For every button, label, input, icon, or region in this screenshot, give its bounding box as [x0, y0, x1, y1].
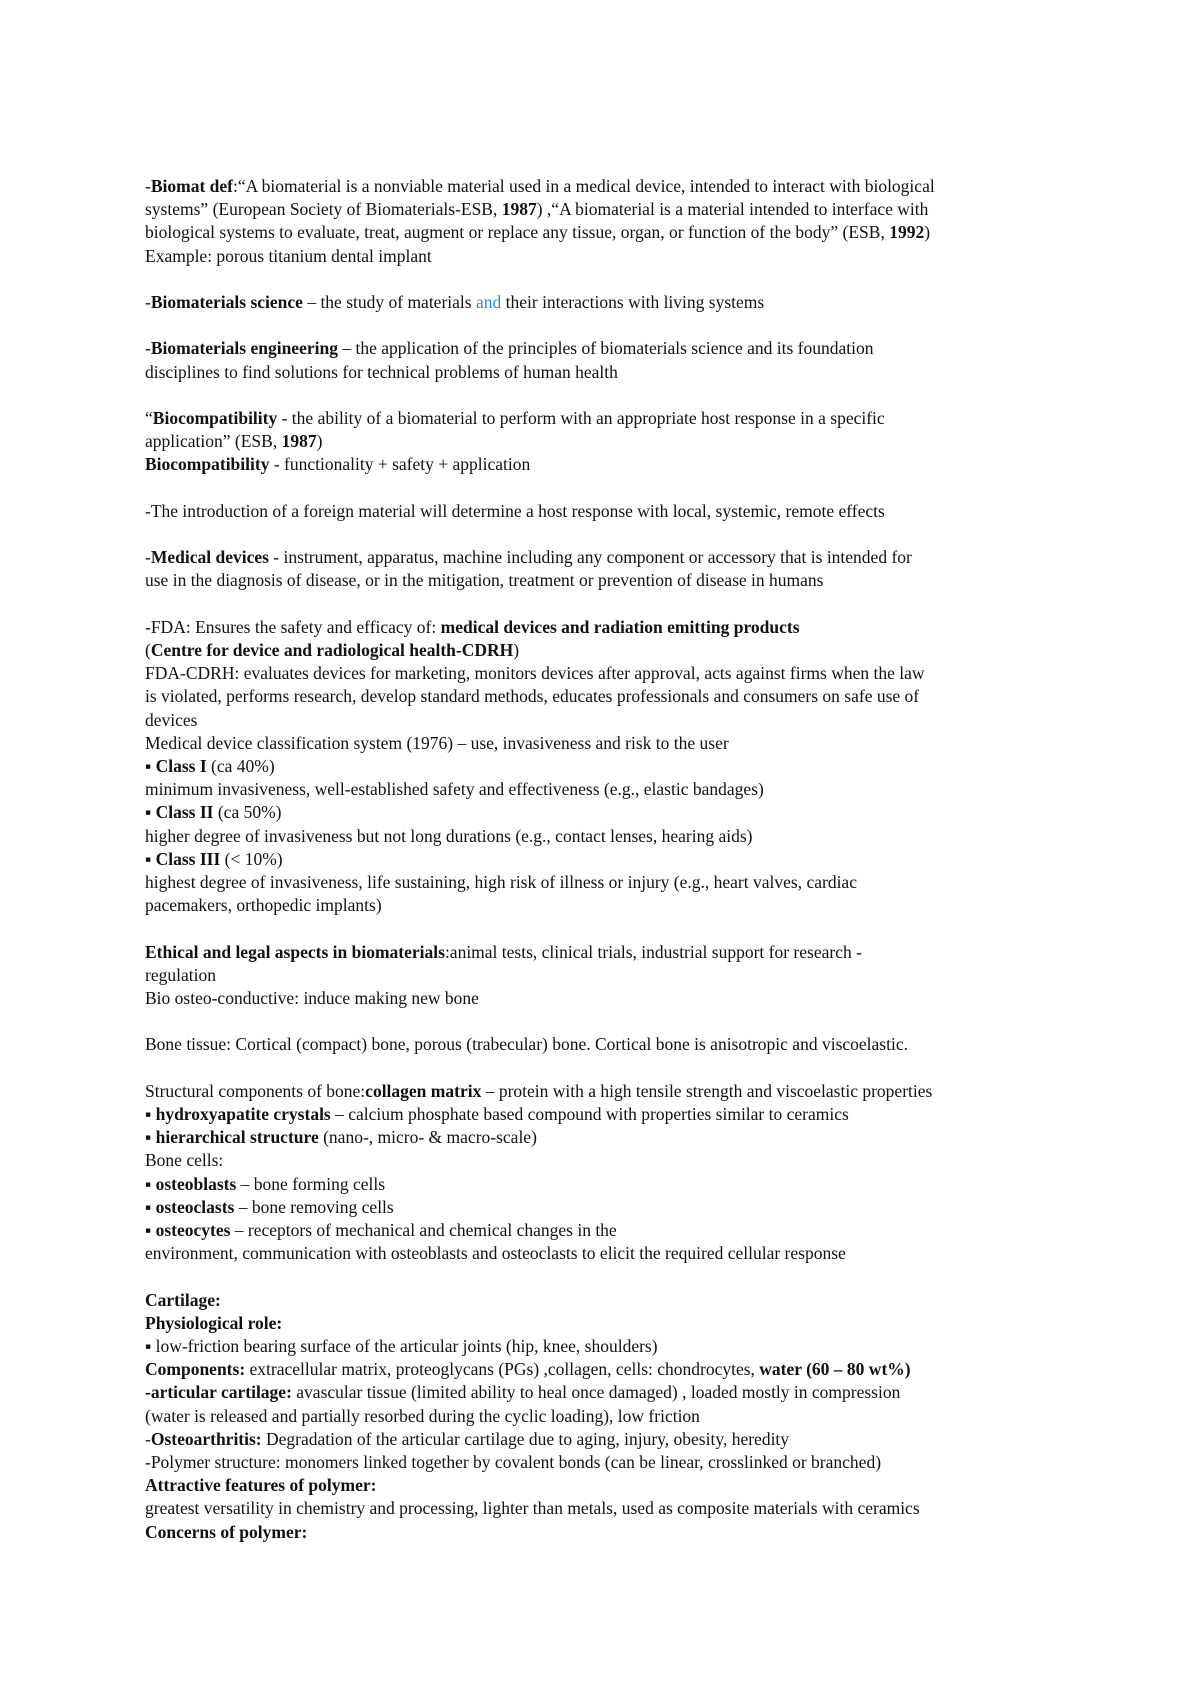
text-line: disciplines to find solutions for technical problems of human health	[145, 361, 618, 382]
text-line: minimum invasiveness, well-established safety and effectiveness (e.g., elastic bandages)	[145, 779, 764, 800]
text-line: Structural components of bone:collagen matrix – protein with a high tensile strength and viscoelastic properties	[145, 1080, 933, 1101]
text-line: higher degree of invasiveness but not long durations (e.g., contact lenses, hearing aids)	[145, 825, 753, 846]
text-line: -FDA: Ensures the safety and efficacy of: medical devices and radiation emitting products	[145, 616, 800, 637]
text-line: Biocompatibility - functionality + safety + application	[145, 454, 531, 475]
text-line: -The introduction of a foreign material will determine a host response with local, systemic, remote effects	[145, 500, 885, 521]
text-line: use in the diagnosis of disease, or in the mitigation, treatment or prevention of disease in humans	[145, 570, 824, 591]
text-line: -Biomaterials engineering – the application of the principles of biomaterials science and its foundation	[145, 338, 874, 359]
list-item: ▪ osteoclasts – bone removing cells	[145, 1196, 394, 1217]
text-line: “Biocompatibility - the ability of a biomaterial to perform with an appropriate host response in a specific	[145, 407, 885, 428]
text-line: -Biomat def:“A biomaterial is a nonviable material used in a medical device, intended to interact with biological	[145, 176, 935, 196]
text-line: Bone tissue: Cortical (compact) bone, porous (trabecular) bone. Cortical bone is anisotropic and viscoelastic.	[145, 1034, 908, 1055]
text-line: Medical device classification system (1976) – use, invasiveness and risk to the user	[145, 732, 729, 753]
text-line: is violated, performs research, develop standard methods, educates professionals and consumers on safe use of	[145, 686, 920, 707]
list-item: ▪ Class I (ca 40%)	[145, 755, 275, 776]
text-line: -articular cartilage: avascular tissue (limited ability to heal once damaged) , loaded mostly in compression	[145, 1382, 901, 1403]
text-line: (water is released and partially resorbed during the cyclic loading), low friction	[145, 1405, 700, 1426]
text-line: greatest versatility in chemistry and processing, lighter than metals, used as composite materials with ceramics	[145, 1498, 920, 1519]
section-heading: Physiological role:	[145, 1312, 283, 1333]
list-item: ▪ hydroxyapatite crystals – calcium phosphate based compound with properties similar to ceramics	[145, 1103, 849, 1124]
list-item: ▪ Class II (ca 50%)	[145, 802, 282, 823]
highlighted-word: and	[475, 292, 502, 312]
section-heading: Concerns of polymer:	[145, 1521, 308, 1542]
text-line: Components: extracellular matrix, proteoglycans (PGs) ,collagen, cells: chondrocytes, water (60 – 80 wt%)	[145, 1359, 911, 1380]
section-heading: Attractive features of polymer:	[145, 1475, 377, 1496]
text-line: biological systems to evaluate, treat, augment or replace any tissue, organ, or function of the body” (ESB, 1992)	[145, 222, 931, 243]
text-line: Bone cells:	[145, 1150, 224, 1171]
text-line: application” (ESB, 1987)	[145, 431, 323, 452]
text-line: -Biomaterials science – the study of materials and their interactions with living systems	[145, 292, 765, 312]
document-page	[145, 175, 1070, 1544]
text-line: systems” (European Society of Biomaterials-ESB, 1987) ,“A biomaterial is a material intended to interface with	[145, 199, 929, 220]
text-line: Bio osteo-conductive: induce making new bone	[145, 988, 479, 1008]
text-line: Ethical and legal aspects in biomaterials:animal tests, clinical trials, industrial support for research -	[145, 941, 862, 962]
text-line: -Osteoarthritis: Degradation of the articular cartilage due to aging, injury, obesity, heredity	[145, 1428, 790, 1449]
text-line: regulation	[145, 964, 216, 985]
text-line: (Centre for device and radiological health-CDRH)	[145, 639, 520, 660]
list-item: ▪ osteocytes – receptors of mechanical and chemical changes in the	[145, 1220, 617, 1240]
list-item: ▪ hierarchical structure (nano-, micro- & macro-scale)	[145, 1127, 537, 1148]
list-item: ▪ Class III (< 10%)	[145, 848, 283, 869]
text-line: pacemakers, orthopedic implants)	[145, 895, 382, 916]
list-item: ▪ osteoblasts – bone forming cells	[145, 1173, 386, 1194]
list-item: ▪ low-friction bearing surface of the articular joints (hip, knee, shoulders)	[145, 1336, 658, 1356]
text-line: Example: porous titanium dental implant	[145, 245, 432, 266]
text-line: -Polymer structure: monomers linked together by covalent bonds (can be linear, crosslinked or branched)	[145, 1452, 882, 1473]
text-line: FDA-CDRH: evaluates devices for marketing, monitors devices after approval, acts against firms when the law	[145, 663, 925, 684]
text-line: highest degree of invasiveness, life sustaining, high risk of illness or injury (e.g., heart valves, cardiac	[145, 872, 857, 892]
section-heading: Cartilage:	[145, 1289, 221, 1310]
text-line: environment, communication with osteoblasts and osteoclasts to elicit the required cellular response	[145, 1243, 846, 1264]
text-line: devices	[145, 709, 198, 730]
text-line: -Medical devices - instrument, apparatus, machine including any component or accessory that is intended for	[145, 547, 912, 568]
